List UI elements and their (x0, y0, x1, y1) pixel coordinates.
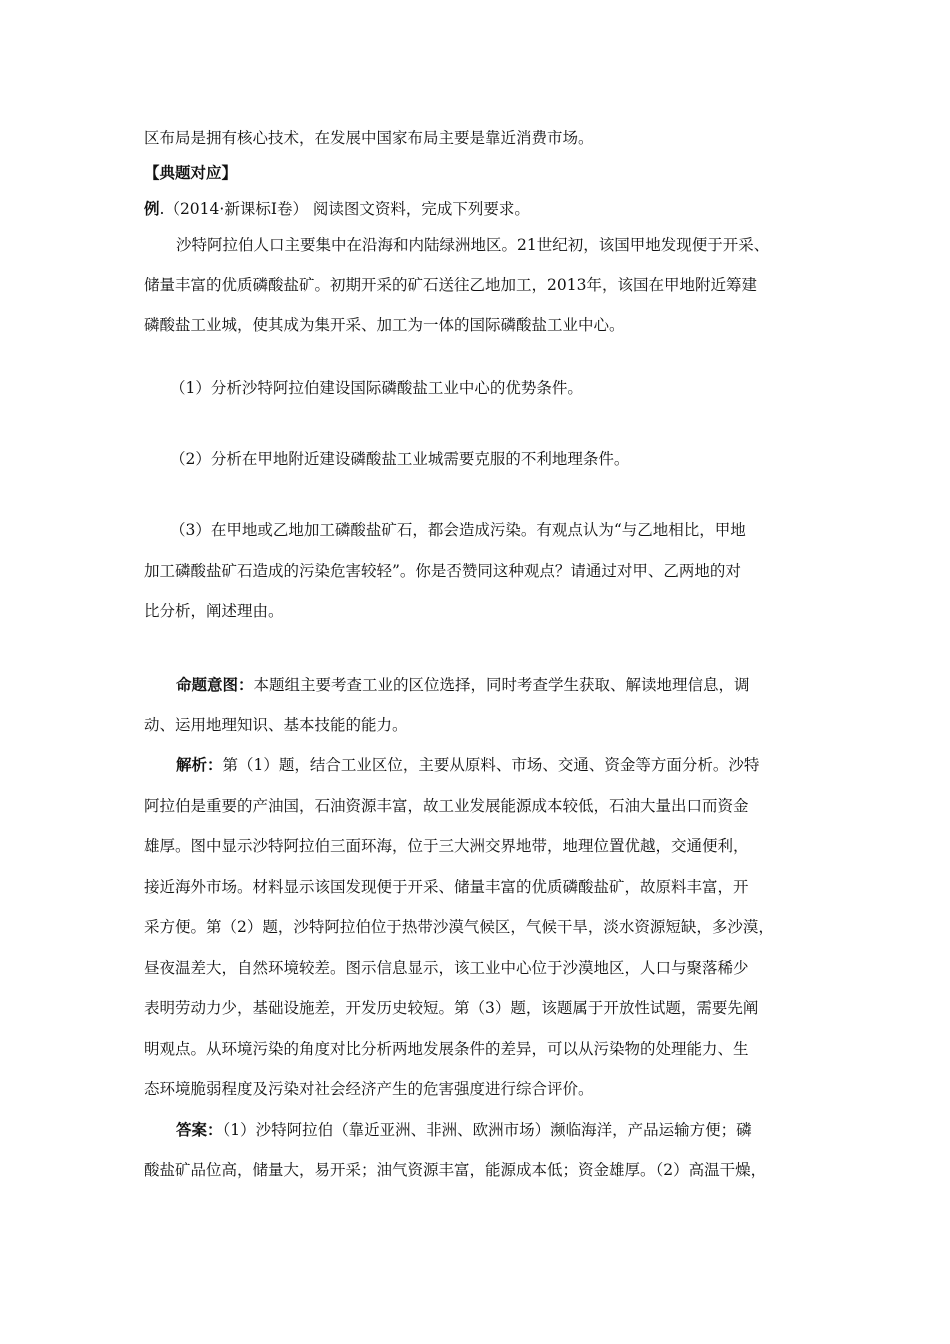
analysis-label: 解析： (176, 755, 223, 774)
analysis-line: 昼夜温差大，自然环境较差。图示信息显示，该工业中心位于沙漠地区，人口与聚落稀少 (144, 959, 749, 977)
question-3-line: 比分析，阐述理由。 (144, 602, 284, 620)
analysis-text: 第（1）题，结合工业区位，主要从原料、市场、交通、资金等方面分析。沙特 (222, 756, 760, 774)
analysis-line: 采方便。第（2）题，沙特阿拉伯位于热带沙漠气候区，气候干旱，淡水资源短缺，多沙漠， (144, 918, 774, 936)
question-1: （1）分析沙特阿拉伯建设国际磷酸盐工业中心的优势条件。 (170, 379, 583, 397)
material-line: 磷酸盐工业城，使其成为集开采、加工为一体的国际磷酸盐工业中心。 (144, 316, 625, 334)
analysis-line: 接近海外市场。材料显示该国发现便于开采、储量丰富的优质磷酸盐矿，故原料丰富，开 (144, 878, 749, 896)
analysis-line: 雄厚。图中显示沙特阿拉伯三面环海，位于三大洲交界地带，地理位置优越，交通便利， (144, 837, 749, 855)
analysis-line: 明观点。从环境污染的角度对比分析两地发展条件的差异，可以从污染物的处理能力、生 (144, 1040, 749, 1058)
material-line: 储量丰富的优质磷酸盐矿。初期开采的矿石送往乙地加工，2013年，该国在甲地附近筹建 (144, 276, 757, 294)
analysis-line: 阿拉伯是重要的产油国，石油资源丰富，故工业发展能源成本较低，石油大量出口而资金 (144, 797, 749, 815)
example-header (144, 199, 824, 219)
answer-text: （1）沙特阿拉伯（靠近亚洲、非洲、欧洲市场）濒临海洋，产品运输方便；磷 (222, 1121, 752, 1139)
analysis-line: 表明劳动力少，基础设施差，开发历史较短。第（3）题，该题属于开放性试题，需要先阐 (144, 999, 759, 1017)
text-line: 区布局是拥有核心技术，在发展中国家布局主要是靠近消费市场。 (144, 129, 594, 147)
intent-label: 命题意图： (176, 675, 254, 694)
intent-line: 动、运用地理知识、基本技能的能力。 (144, 716, 408, 734)
answer-line (176, 1120, 856, 1140)
answer-label: 答案： (176, 1120, 223, 1139)
analysis-line: 态环境脆弱程度及污染对社会经济产生的危害强度进行综合评价。 (144, 1080, 594, 1098)
answer-line: 酸盐矿品位高，储量大，易开采；油气资源丰富，能源成本低；资金雄厚。（2）高温干燥， (144, 1161, 767, 1179)
question-2: （2）分析在甲地附近建设磷酸盐工业城需要克服的不利地理条件。 (170, 450, 630, 468)
example-source: .（2014·新课标Ⅰ卷） 阅读图文资料，完成下列要求。 (159, 200, 530, 218)
analysis-line (176, 755, 856, 775)
section-title: 【典题对应】 (144, 163, 238, 182)
intent-line (176, 675, 856, 695)
material-line: 沙特阿拉伯人口主要集中在沿海和内陆绿洲地区。21世纪初，该国甲地发现便于开采、 (176, 236, 770, 254)
question-3-line: 加工磷酸盐矿石造成的污染危害较轻”。你是否赞同这种观点？请通过对甲、乙两地的对 (144, 562, 741, 580)
question-3-line: （3）在甲地或乙地加工磷酸盐矿石，都会造成污染。有观点认为“与乙地相比，甲地 (170, 521, 746, 539)
intent-text: 本题组主要考查工业的区位选择，同时考查学生获取、解读地理信息，调 (253, 676, 750, 694)
example-label: 例 (144, 199, 160, 218)
